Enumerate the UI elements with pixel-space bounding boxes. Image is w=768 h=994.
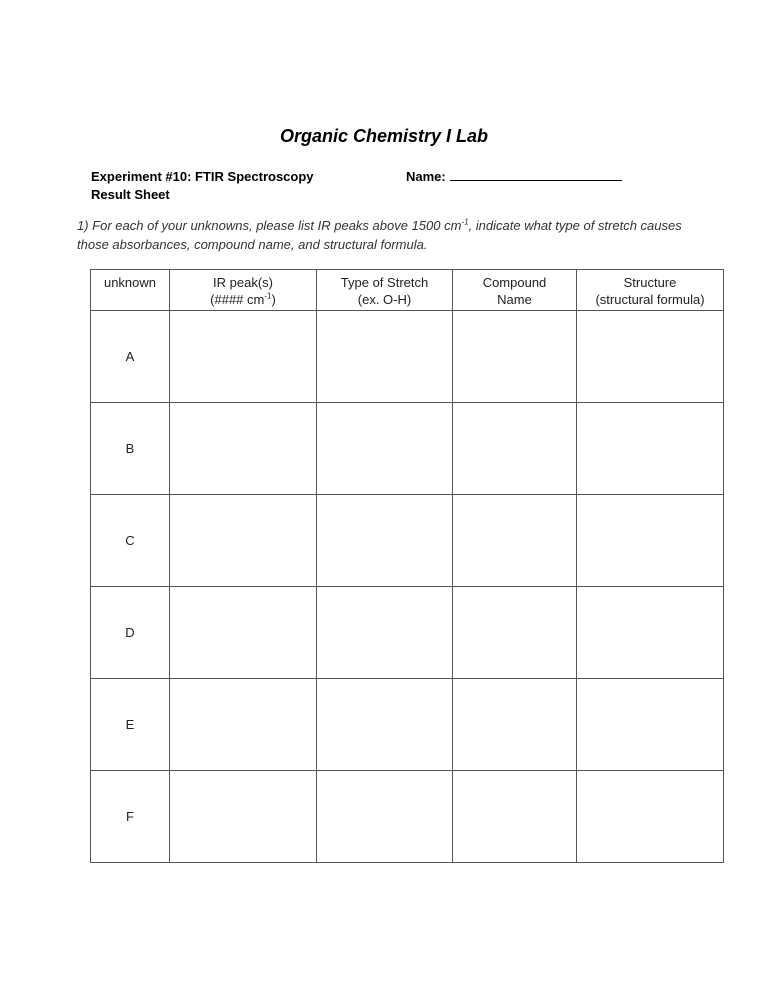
unknown-label-cell: A <box>91 311 170 403</box>
instructions-text-2: , indicate what type of stretch causes those absorbances, compound name, and structural formula. <box>77 218 682 252</box>
table-header-row <box>91 270 724 311</box>
header-ir-line2a: (#### cm <box>210 292 265 307</box>
header-ir-line1: IR peak(s) <box>213 275 273 290</box>
compound-name-cell[interactable] <box>453 679 577 771</box>
instructions-text-1: 1) For each of your unknowns, please list IR peaks above 1500 cm <box>77 218 462 233</box>
header-compound-line1: Compound <box>482 275 547 290</box>
compound-name-cell[interactable] <box>453 587 577 679</box>
table-row <box>91 679 724 771</box>
table-row <box>91 403 724 495</box>
header-stretch-line2: (ex. O-H) <box>357 292 412 307</box>
stretch-cell[interactable] <box>317 495 453 587</box>
instructions-superscript: -1 <box>461 217 469 227</box>
compound-name-cell[interactable] <box>453 771 577 863</box>
experiment-title: Experiment #10: FTIR Spectroscopy <box>91 169 314 184</box>
header-ir-superscript: -1 <box>264 291 272 301</box>
header-compound-line2: Name <box>497 292 532 307</box>
page-title: Organic Chemistry I Lab <box>279 126 489 146</box>
ir-peaks-cell[interactable] <box>170 311 317 403</box>
header-ir-line2b: ) <box>271 292 276 307</box>
unknown-label-cell: C <box>91 495 170 587</box>
ir-peaks-cell[interactable] <box>170 403 317 495</box>
experiment-header <box>91 168 314 204</box>
instructions <box>77 216 697 254</box>
header-unknown-label: unknown <box>103 275 157 290</box>
stretch-cell[interactable] <box>317 311 453 403</box>
stretch-cell[interactable] <box>317 771 453 863</box>
stretch-cell[interactable] <box>317 403 453 495</box>
compound-name-cell[interactable] <box>453 495 577 587</box>
structure-cell[interactable] <box>577 587 724 679</box>
header-structure-line2: (structural formula) <box>595 292 705 307</box>
header-stretch-line1: Type of Stretch <box>340 275 429 290</box>
compound-name-cell[interactable] <box>453 403 577 495</box>
structure-cell[interactable] <box>577 495 724 587</box>
ir-peaks-cell[interactable] <box>170 679 317 771</box>
header-ir-line2 <box>170 291 316 308</box>
ir-peaks-cell[interactable] <box>170 771 317 863</box>
structure-cell[interactable] <box>577 403 724 495</box>
results-table <box>90 269 724 863</box>
unknown-label-cell: F <box>91 771 170 863</box>
header-ir-peaks <box>170 270 317 311</box>
result-sheet-label: Result Sheet <box>91 187 170 202</box>
table-row <box>91 771 724 863</box>
table-row <box>91 311 724 403</box>
unknown-label-cell: B <box>91 403 170 495</box>
stretch-cell[interactable] <box>317 679 453 771</box>
ir-peaks-cell[interactable] <box>170 495 317 587</box>
unknown-label-cell: D <box>91 587 170 679</box>
table-row <box>91 495 724 587</box>
ir-peaks-cell[interactable] <box>170 587 317 679</box>
name-field <box>406 168 622 186</box>
structure-cell[interactable] <box>577 311 724 403</box>
header-structure <box>577 270 724 311</box>
name-label: Name: <box>406 169 446 184</box>
table-row <box>91 587 724 679</box>
header-stretch <box>317 270 453 311</box>
compound-name-cell[interactable] <box>453 311 577 403</box>
name-blank-line[interactable] <box>450 168 622 181</box>
header-unknown <box>91 270 170 311</box>
unknown-label-cell: E <box>91 679 170 771</box>
header-compound <box>453 270 577 311</box>
structure-cell[interactable] <box>577 679 724 771</box>
stretch-cell[interactable] <box>317 587 453 679</box>
header-structure-line1: Structure <box>623 275 677 290</box>
structure-cell[interactable] <box>577 771 724 863</box>
